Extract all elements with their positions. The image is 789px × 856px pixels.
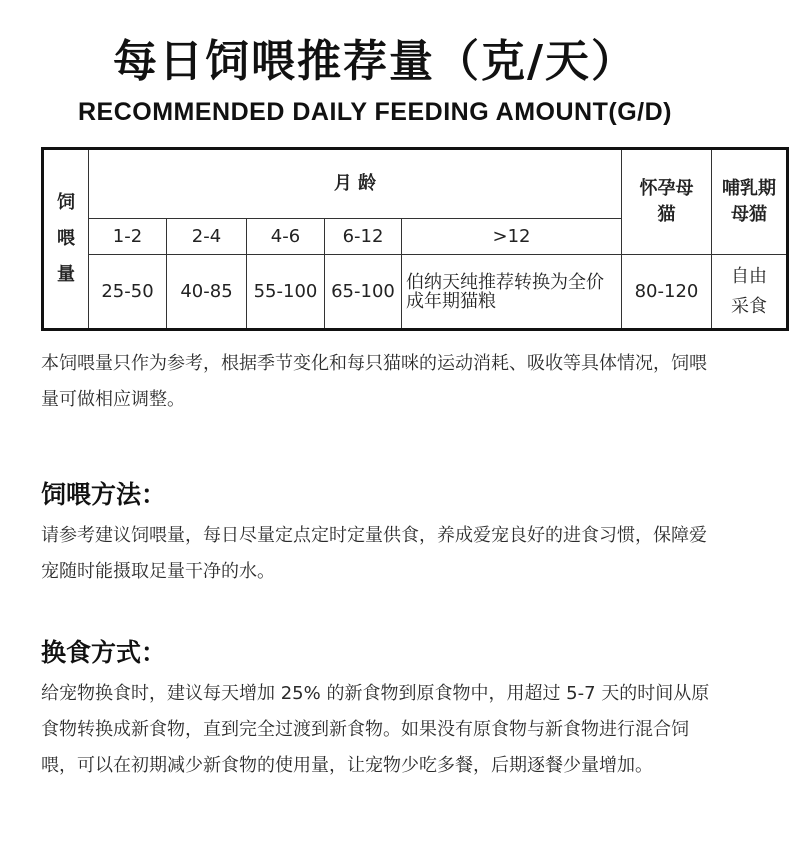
age-range-cell: >12 [402, 219, 622, 255]
age-range-cell: 4-6 [247, 219, 325, 255]
pregnant-cat-header: 怀孕母猫 [622, 149, 712, 255]
pregnant-cat-amount: 80-120 [622, 255, 712, 330]
age-range-cell: 6-12 [325, 219, 402, 255]
age-range-cell: 2-4 [167, 219, 247, 255]
adult-recommendation-note: 伯纳天纯推荐转换为全价成年期猫粮 [402, 255, 622, 330]
reference-note: 本饲喂量只作为参考，根据季节变化和每只猫咪的运动消耗、吸收等具体情况，饲喂量可做相应调整。 [41, 353, 707, 410]
amount-cell: 65-100 [325, 255, 402, 330]
food-switch-heading: 换食方式： [41, 638, 167, 667]
nursing-cat-amount: 自由采食 [712, 255, 788, 330]
feeding-method-heading: 饲喂方法： [41, 480, 167, 509]
feeding-amount-label: 饲喂量 [43, 149, 89, 330]
age-header: 月 龄 [89, 149, 622, 219]
amount-cell: 40-85 [167, 255, 247, 330]
age-range-cell: 1-2 [89, 219, 167, 255]
page-subtitle: RECOMMENDED DAILY FEEDING AMOUNT(G/D) [78, 98, 672, 126]
amount-cell: 55-100 [247, 255, 325, 330]
feeding-table [41, 147, 789, 331]
food-switch-text: 给宠物换食时，建议每天增加 25% 的新食物到原食物中，用超过 5-7 天的时间从原食物转换成新食物，直到完全过渡到新食物。如果没有原食物与新食物进行混合饲喂，可以在初期减少新食物的使用量，让宠物少吃多餐，后期逐餐少量增加。 [41, 683, 710, 776]
feeding-method-text: 请参考建议饲喂量，每日尽量定点定时定量供食，养成爱宠良好的进食习惯，保障爱宠随时能摄取足量干净的水。 [41, 525, 707, 582]
amount-cell: 25-50 [89, 255, 167, 330]
nursing-cat-header: 哺乳期母猫 [712, 149, 788, 255]
page-title: 每日饲喂推荐量（克/天） [112, 36, 638, 87]
